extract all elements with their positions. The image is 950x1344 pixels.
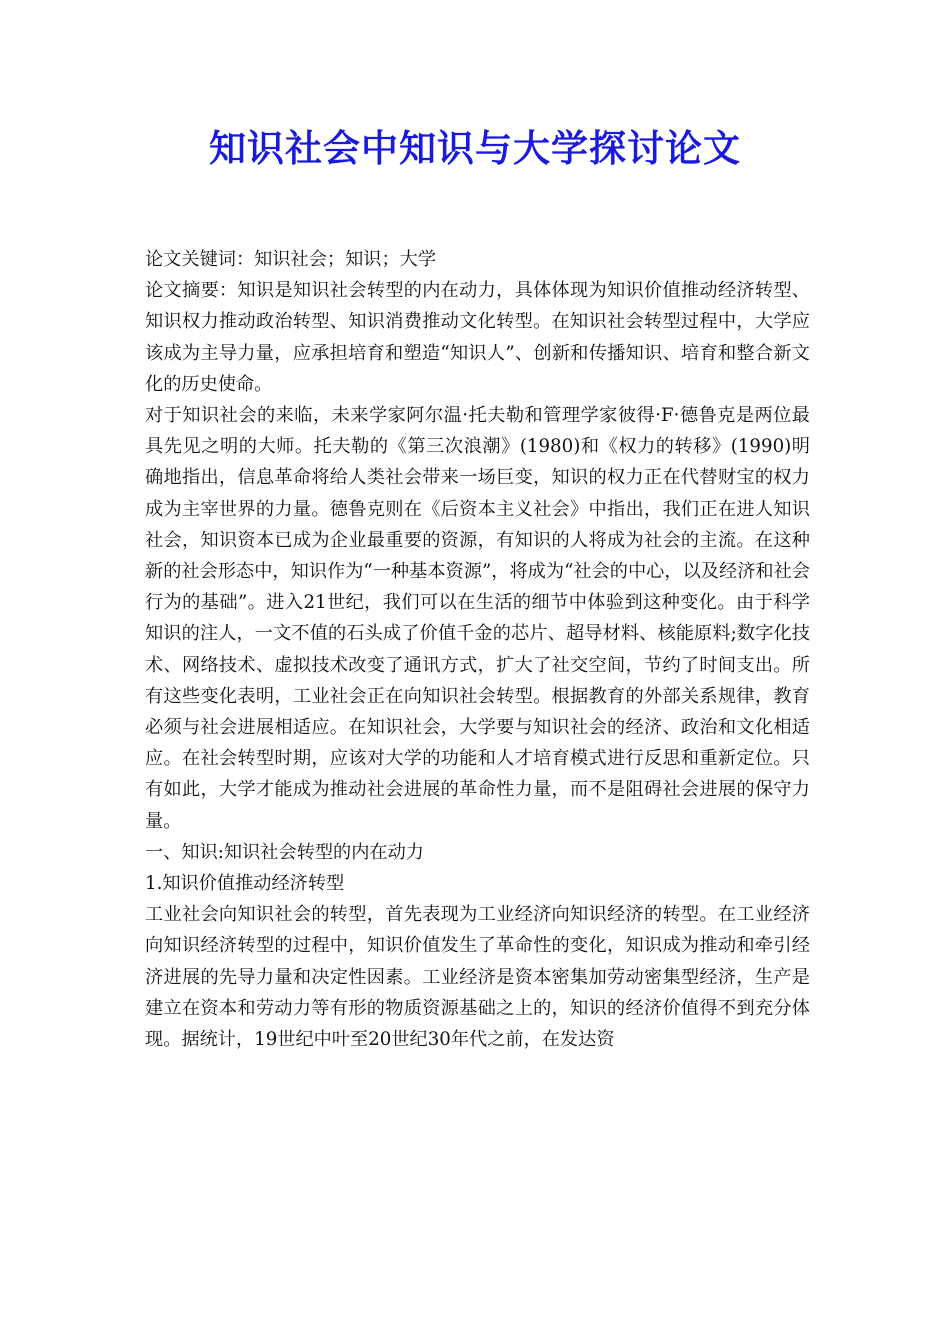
section-heading: 一、知识:知识社会转型的内在动力 (145, 841, 424, 863)
document-title: 知识社会中知识与大学探讨论文 (209, 127, 741, 170)
keywords-paragraph: 论文关键词：知识社会；知识；大学 (145, 249, 437, 270)
intro-paragraph: 对于知识社会的来临，未来学家阿尔温·托夫勒和管理学家彼得·F·德鲁克是两位最具先见之明的大师。托夫勒的《第三次浪潮》(1980)和《权力的转移》(1990)明确地指出，信息革命将给人类社会带来一场巨变，知识的权力正在代替财宝的权力成为主宰世界的力量。德鲁克则在《后资本主义社会》中指出，我们正在进人知识社会，知识资本已成为企业最重要的资源，有知识的人将成为社会的主流。在这种新的社会形态中，知识作为“一种基本资源”，将成为“社会的中心，以及经济和社会行为的基础”。进入21世纪，我们可以在生活的细节中体验到这种变化。由于科学知识的注人，一文不值的石头成了价值千金的芯片、超导材料、核能原料;数字化技术、网络技术、虚拟技术改变了通讯方式，扩大了社交空间，节约了时间支出。所有这些变化表明，工业社会正在向知识社会转型。根据教育的外部关系规律，教育必须与社会进展相适应。在知识社会，大学要与知识社会的经济、政治和文化相适应。在社会转型时期，应该对大学的功能和人才培育模式进行反思和重新定位。只有如此，大学才能成为推动社会进展的革命性力量，而不是阻碍社会进展的保守力量。 (145, 405, 810, 832)
subsection-heading: 1.知识价值推动经济转型 (145, 873, 345, 895)
document-body (145, 244, 810, 1055)
body-paragraph: 工业社会向知识社会的转型，首先表现为工业经济向知识经济的转型。在工业经济向知识经济转型的过程中，知识价值发生了革命性的变化，知识成为推动和牵引经济进展的先导力量和决定性因素。工业经济是资本密集加劳动密集型经济，生产是建立在资本和劳动力等有形的物质资源基础之上的，知识的经济价值得不到充分体现。据统计，19世纪中叶至20世纪30年代之前，在发达资 (145, 904, 810, 1051)
abstract-paragraph: 论文摘要：知识是知识社会转型的内在动力，具体体现为知识价值推动经济转型、知识权力推动政治转型、知识消费推动文化转型。在知识社会转型过程中，大学应该成为主导力量，应承担培育和塑造“知识人”、创新和传播知识、培育和整合新文化的历史使命。 (145, 280, 810, 395)
